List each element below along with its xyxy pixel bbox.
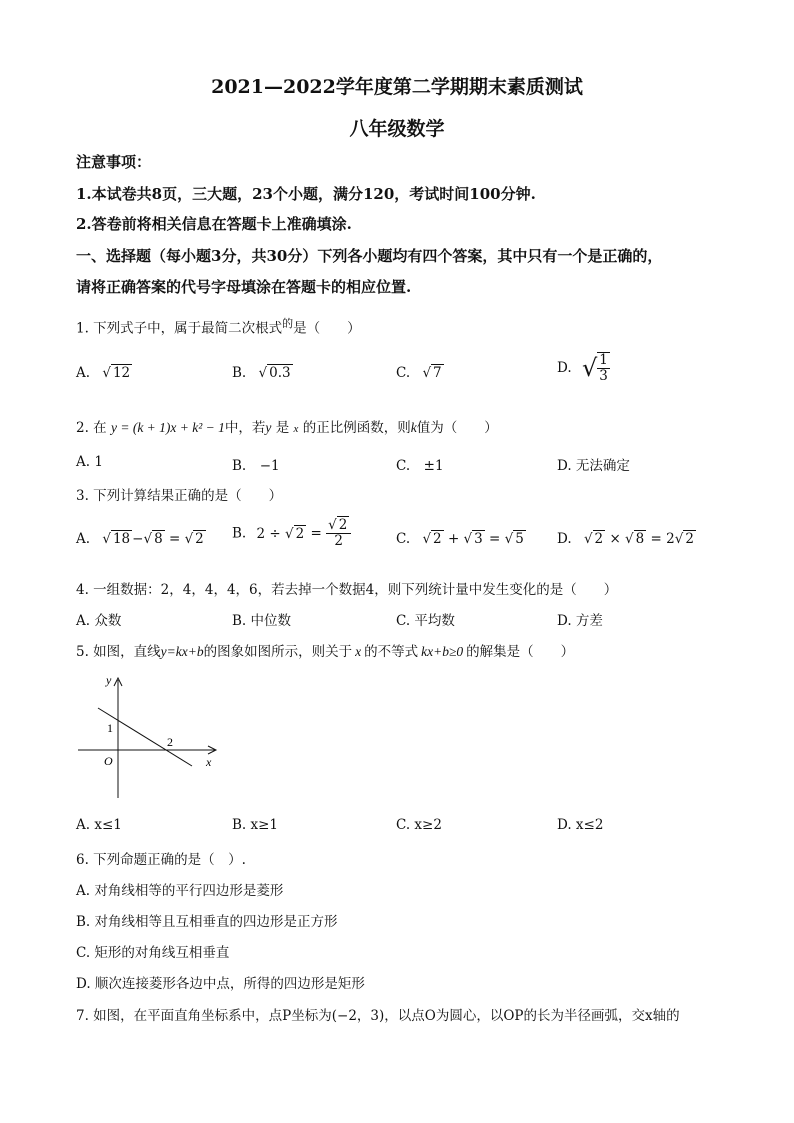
sqrt-0.3: √ 0.3	[258, 365, 291, 381]
x-axis-label: x	[206, 755, 212, 769]
question-5-option-b: B. x≥1	[232, 817, 279, 833]
notes-heading: 注意事项：	[76, 153, 152, 171]
question-7-stem: 7. 如图，在平面直角坐标系中，点P坐标为(−2，3)，以点O为圆心，以OP的长为半径画弧，交x轴的	[76, 1008, 680, 1024]
question-1-option-d: D. √ $\frac{1}{3}$	[557, 352, 608, 384]
section-heading-line-1: 一、选择题（每小题3分，共30分）下列各小题均有四个答案，其中只有一个是正确的，	[76, 247, 663, 265]
question-3-option-b: B. 2 ÷ √ 2 = $\frac{√ 2}{2}$	[232, 518, 351, 549]
question-3-option-a: A. √ 18 −√ 8 = √ 2	[76, 531, 204, 547]
question-4-option-b: B. 中位数	[232, 613, 292, 629]
page-title: 2021—2022学年度第二学期期末素质测试	[211, 76, 583, 98]
y-axis-label: y	[106, 673, 112, 687]
linear-function-graph	[70, 668, 230, 804]
question-3-stem: 3. 下列计算结果正确的是（ ）	[76, 488, 283, 504]
question-3-option-d: D. √ 2 × √ 8 = 2√ 2	[557, 531, 694, 547]
question-2-option-b: B. −1	[232, 458, 280, 474]
y-intercept-label: 1	[107, 721, 113, 735]
question-4-option-a: A. 众数	[76, 613, 122, 629]
question-6-option-c: C. 矩形的对角线互相垂直	[76, 945, 230, 961]
question-5-stem: 5. 如图，直线y=kx+b的图象如图所示，则关于 x 的不等式 kx+b≥0 的解集是（ ）	[76, 644, 575, 660]
question-6-option-d: D. 顺次连接菱形各边中点，所得的四边形是矩形	[76, 976, 365, 992]
question-4-option-d: D. 方差	[557, 613, 603, 629]
notes-item-1: 1.本试卷共8页，三大题，23个小题，满分120，考试时间100分钟.	[76, 185, 536, 203]
question-6-option-a: A. 对角线相等的平行四边形是菱形	[76, 883, 284, 899]
question-1-option-a: A. √ 12	[76, 365, 131, 381]
page-subtitle: 八年级数学	[349, 118, 445, 140]
question-1-stem: 1. 下列式子中，属于最简二次根式$^的$是（ ）	[76, 317, 361, 337]
notes-item-2: 2.答卷前将相关信息在答题卡上准确填涂.	[76, 215, 352, 233]
question-5-option-c: C. x≥2	[396, 817, 442, 833]
sqrt-7: √ 7	[422, 365, 442, 381]
x-intercept-label: 2	[167, 735, 173, 749]
question-5-option-d: D. x≤2	[557, 817, 604, 833]
question-4-option-c: C. 平均数	[396, 613, 455, 629]
question-2-option-d: D. 无法确定	[557, 458, 630, 474]
question-6-stem: 6. 下列命题正确的是（ ）.	[76, 852, 246, 868]
question-2-option-a: A. 1	[76, 454, 103, 470]
question-1-option-b: B. √ 0.3	[232, 365, 291, 381]
question-1-option-c: C. √ 7	[396, 365, 442, 381]
origin-label: O	[104, 754, 113, 768]
question-2-stem: 2. 在 y = (k + 1)x + k² − 1中，若y 是 x 的正比例函数，则k值为（ ）	[76, 420, 498, 436]
question-5-option-a: A. x≤1	[76, 817, 122, 833]
question-4-stem: 4. 一组数据：2，4，4，4，6，若去掉一个数据4，则下列统计量中发生变化的是（ ）	[76, 582, 618, 598]
question-6-option-b: B. 对角线相等且互相垂直的四边形是正方形	[76, 914, 338, 930]
question-2-option-c: C. ±1	[396, 458, 444, 474]
q2-formula: y = (k + 1)x + k² − 1	[110, 420, 225, 435]
section-heading-line-2: 请将正确答案的代号字母填涂在答题卡的相应位置.	[76, 278, 412, 296]
sqrt-one-third: √ $\frac{1}{3}$	[581, 352, 608, 384]
sqrt-12: √ 12	[102, 365, 131, 381]
question-3-option-c: C. √ 2 + √ 3 = √ 5	[396, 531, 524, 547]
